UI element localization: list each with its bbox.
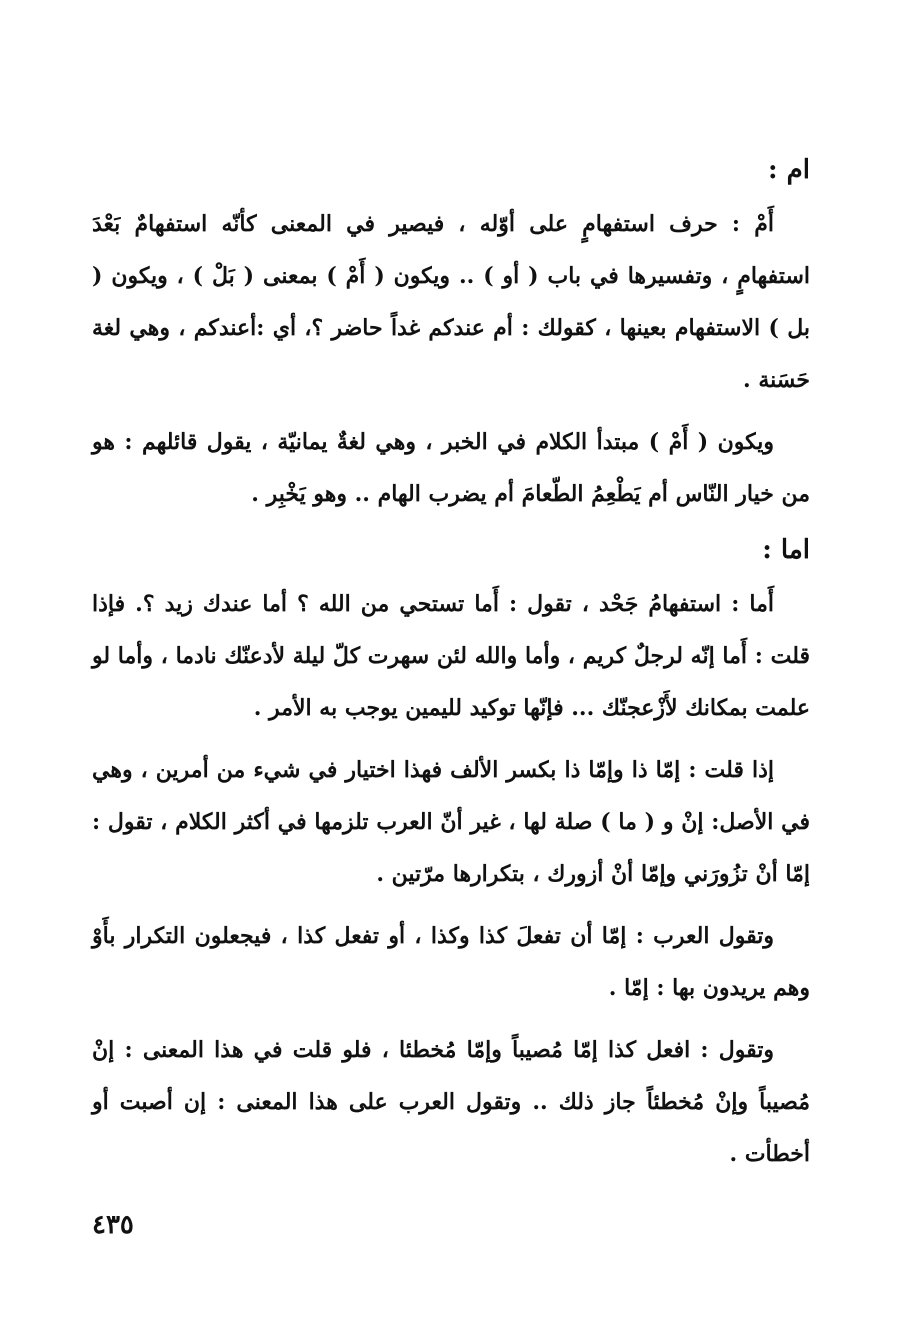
section-heading-am: ام : — [768, 155, 810, 185]
document-page — [92, 150, 810, 1190]
paragraph: وتقول العرب : إمّا أن تفعلَ كذا وكذا ، أو تفعل كذا ، فيجعلون التكرار بأَوْ وهم يريدون بها : إمّا . — [92, 923, 810, 1001]
page-number: ٤٣٥ — [92, 1210, 134, 1240]
paragraph: أَمْ : حرف استفهامٍ على أوّله ، فيصير في المعنى كأنّه استفهامٌ بَعْدَ استفهامٍ ، وتفسيرها في باب ( أو ) .. ويكون ( أَمْ ) بمعنى ( بَلْ ) ، ويكون ( بل ) الاستفهام بعينها ، كقولك : أم عندكم غداً حاضر ؟، أي :أعندكم ، وهي لغة حَسَنة . — [92, 211, 810, 393]
paragraph: ويكون ( أَمْ ) مبتدأ الكلام في الخبر ، وهي لغةٌ يمانيّة ، يقول قائلهم : هو من خيار النّاس أم يَطْعِمُ الطّعامَ أم يضرب الهام .. وهو يَخْبِر . — [92, 429, 810, 507]
paragraph: إذا قلت : إمّا ذا وإمّا ذا بكسر الألف فهذا اختيار في شيء من أمرين ، وهي في الأصل: إنْ و ( ما ) صلة لها ، غير أنّ العرب تلزمها في أكثر الكلام ، تقول : إمّا أنْ تزُورَني وإمّا أنْ أزورك ، بتكرارها مرّتين . — [92, 757, 811, 887]
paragraph: أَما : استفهامُ جَحْد ، تقول : أَما تستحي من الله ؟ أما عندك زيد ؟. فإذا قلت : أَما إنّه لرجلٌ كريم ، وأما والله لئن سهرت كلّ ليلة لأدعنّك نادما ، وأما لو علمت بمكانك لأَزْعجنّك ... فإنّها توكيد لليمين يوجب به الأمر . — [92, 591, 810, 721]
paragraph: وتقول : افعل كذا إمّا مُصيباً وإمّا مُخطئا ، فلو قلت في هذا المعنى : إنْ مُصيباً وإنْ مُخطئاً جاز ذلك .. وتقول العرب على هذا المعنى : إن أصبت أو أخطأت . — [92, 1037, 810, 1167]
section-heading-ama: اما : — [762, 535, 810, 565]
